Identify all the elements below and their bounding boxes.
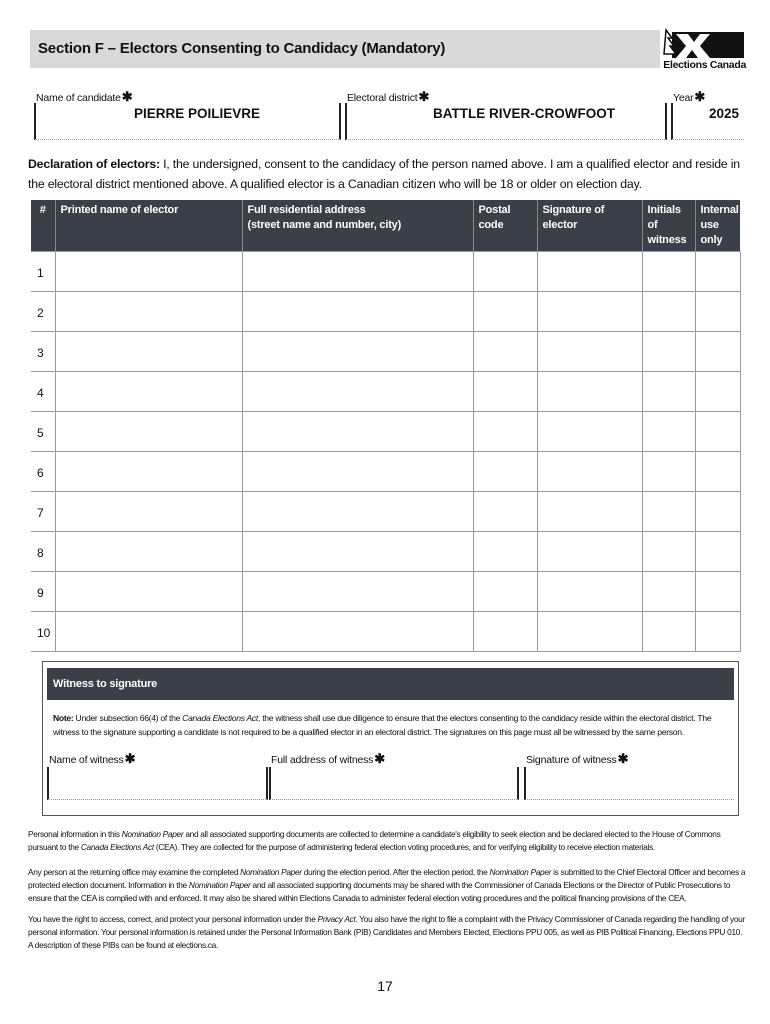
address-cell[interactable] bbox=[242, 372, 473, 412]
privacy-paragraph-3: You have the right to access, correct, and protect your personal information under the Privacy Act. You also have the right to file a complaint with the Privacy Commissioner of Canada regarding the handling of your personal information. Your personal information is retained under the Personal Information Bank (PIB) Candidates and Members Elected, Elections PPU 005, as well as PIB Political Financing, Elections PPU 010. A description of these PIBs can be found at elections.ca. bbox=[28, 914, 745, 950]
required-icon: ✱ bbox=[694, 89, 706, 104]
initials-cell[interactable] bbox=[642, 492, 695, 532]
internal-use-cell bbox=[695, 492, 740, 532]
internal-use-cell bbox=[695, 572, 740, 612]
initials-cell[interactable] bbox=[642, 292, 695, 332]
required-icon: ✱ bbox=[124, 751, 136, 766]
witness-address-field bbox=[269, 751, 519, 809]
address-cell[interactable] bbox=[242, 572, 473, 612]
witness-address-input[interactable] bbox=[269, 767, 519, 800]
witness-note: Note: Under subsection 66(4) of the Canada Elections Act, the witness shall use due diligence to ensure that the electors consenting to the candidacy reside within the electoral district. The witness to the signature supporting a candidate is not required to be a qualified elector in an electoral district. The signatures on this page must all be witnessed by the same person. bbox=[53, 713, 712, 737]
internal-use-cell bbox=[695, 292, 740, 332]
postal-code-cell[interactable] bbox=[473, 612, 537, 652]
initials-cell[interactable] bbox=[642, 572, 695, 612]
printed-name-cell[interactable] bbox=[55, 492, 242, 532]
initials-cell[interactable] bbox=[642, 372, 695, 412]
signature-cell[interactable] bbox=[537, 532, 642, 572]
table-row bbox=[31, 572, 740, 612]
privacy-paragraph-1: Personal information in this Nomination Paper and all associated supporting documents are collected to determine a candidate's eligibility to seek election and be declared elected to the House of Commons pursuant to the Canada Elections Act (CEA). They are collected for the purpose of administering federal election voting procedures, and for verifying eligibility to receive election materials. bbox=[28, 829, 721, 852]
year-label: Year✱ bbox=[673, 89, 706, 104]
signature-cell[interactable] bbox=[537, 372, 642, 412]
witness-signature-input[interactable] bbox=[524, 767, 734, 800]
signature-cell[interactable] bbox=[537, 412, 642, 452]
postal-code-cell[interactable] bbox=[473, 412, 537, 452]
postal-code-cell[interactable] bbox=[473, 372, 537, 412]
printed-name-cell[interactable] bbox=[55, 532, 242, 572]
internal-use-cell bbox=[695, 372, 740, 412]
table-row bbox=[31, 252, 740, 292]
year-field bbox=[667, 86, 748, 144]
row-number: 3 bbox=[31, 332, 55, 372]
declaration-body: I, the undersigned, consent to the candidacy of the person named above. I am a qualified elector and reside in the electoral district mentioned above. A qualified elector is a Canadian citizen who will be 18 or older on election day. bbox=[28, 157, 740, 191]
postal-code-cell[interactable] bbox=[473, 292, 537, 332]
address-cell[interactable] bbox=[242, 292, 473, 332]
table-row bbox=[31, 372, 740, 412]
page-number: 17 bbox=[377, 978, 393, 994]
declaration-text bbox=[28, 154, 748, 194]
postal-code-cell[interactable] bbox=[473, 452, 537, 492]
internal-use-cell bbox=[695, 452, 740, 492]
declaration-lead: Declaration of electors: bbox=[28, 157, 160, 171]
address-cell[interactable] bbox=[242, 252, 473, 292]
signature-cell[interactable] bbox=[537, 452, 642, 492]
printed-name-cell[interactable] bbox=[55, 572, 242, 612]
privacy-paragraph-2: Any person at the returning office may examine the completed Nomination Paper during the election period. After the election period, the Nomination Paper is submitted to the Chief Electoral Officer and becomes a protected election document. Information in the Nomination Paper and all associated supporting documents may be shared with the Commissioner of Canada Elections or the Director of Public Prosecutions to ensure that the CEA is complied with and enforced. It may also be shared within Elections Canada to administer federal election voting procedures and the political financing provisions of the CEA. bbox=[28, 867, 746, 903]
signature-cell[interactable] bbox=[537, 492, 642, 532]
postal-code-cell[interactable] bbox=[473, 332, 537, 372]
candidate-name-value: PIERRE POILIEVRE bbox=[134, 106, 261, 121]
postal-code-cell[interactable] bbox=[473, 252, 537, 292]
printed-name-cell[interactable] bbox=[55, 292, 242, 332]
row-number: 10 bbox=[31, 612, 55, 652]
witness-address-label: Full address of witness✱ bbox=[271, 751, 385, 766]
signature-cell[interactable] bbox=[537, 252, 642, 292]
row-number: 4 bbox=[31, 372, 55, 412]
printed-name-cell[interactable] bbox=[55, 612, 242, 652]
address-cell[interactable] bbox=[242, 612, 473, 652]
candidate-name-field bbox=[30, 86, 345, 144]
table-row bbox=[31, 332, 740, 372]
witness-title: Witness to signature bbox=[47, 668, 734, 700]
printed-name-cell[interactable] bbox=[55, 332, 242, 372]
signature-cell[interactable] bbox=[537, 292, 642, 332]
row-number: 6 bbox=[31, 452, 55, 492]
witness-signature-field bbox=[524, 751, 734, 809]
postal-code-cell[interactable] bbox=[473, 572, 537, 612]
col-header-number: # bbox=[31, 200, 55, 252]
signature-cell[interactable] bbox=[537, 332, 642, 372]
initials-cell[interactable] bbox=[642, 412, 695, 452]
internal-use-cell bbox=[695, 532, 740, 572]
required-icon: ✱ bbox=[617, 751, 629, 766]
witness-section bbox=[42, 661, 739, 816]
printed-name-cell[interactable] bbox=[55, 372, 242, 412]
initials-cell[interactable] bbox=[642, 252, 695, 292]
table-row bbox=[31, 532, 740, 572]
required-icon: ✱ bbox=[121, 89, 133, 104]
address-cell[interactable] bbox=[242, 452, 473, 492]
table-row bbox=[31, 412, 740, 452]
address-cell[interactable] bbox=[242, 332, 473, 372]
printed-name-cell[interactable] bbox=[55, 452, 242, 492]
initials-cell[interactable] bbox=[642, 452, 695, 492]
col-header-postal-code: Postal code bbox=[473, 200, 537, 252]
witness-name-input[interactable] bbox=[47, 767, 268, 800]
table-row bbox=[31, 452, 740, 492]
col-header-internal-use: Internal use only bbox=[695, 200, 740, 252]
internal-use-cell bbox=[695, 412, 740, 452]
row-number: 9 bbox=[31, 572, 55, 612]
table-header-row bbox=[31, 200, 740, 252]
address-cell[interactable] bbox=[242, 532, 473, 572]
signature-cell[interactable] bbox=[537, 572, 642, 612]
table-row bbox=[31, 492, 740, 532]
printed-name-cell[interactable] bbox=[55, 412, 242, 452]
witness-name-label: Name of witness✱ bbox=[49, 751, 136, 766]
postal-code-cell[interactable] bbox=[473, 492, 537, 532]
required-icon: ✱ bbox=[374, 751, 385, 766]
row-number: 5 bbox=[31, 412, 55, 452]
initials-cell[interactable] bbox=[642, 532, 695, 572]
initials-cell[interactable] bbox=[642, 612, 695, 652]
initials-cell[interactable] bbox=[642, 332, 695, 372]
row-number: 8 bbox=[31, 532, 55, 572]
logo-mark-icon bbox=[662, 28, 746, 60]
row-number: 2 bbox=[31, 292, 55, 332]
logo-text: Elections Canada bbox=[663, 59, 746, 71]
witness-name-field bbox=[47, 751, 268, 809]
internal-use-cell bbox=[695, 332, 740, 372]
address-cell[interactable] bbox=[242, 412, 473, 452]
electoral-district-value: BATTLE RIVER-CROWFOOT bbox=[433, 106, 615, 121]
witness-signature-label: Signature of witness✱ bbox=[526, 751, 629, 766]
electoral-district-field bbox=[341, 86, 671, 144]
col-header-signature: Signature of elector bbox=[537, 200, 642, 252]
postal-code-cell[interactable] bbox=[473, 532, 537, 572]
col-header-initials: Initials of witness bbox=[642, 200, 695, 252]
address-cell[interactable] bbox=[242, 492, 473, 532]
table-row bbox=[31, 612, 740, 652]
row-number: 1 bbox=[31, 252, 55, 292]
required-icon: ✱ bbox=[418, 89, 430, 104]
year-value: 2025 bbox=[709, 106, 740, 121]
candidate-name-label: Name of candidate✱ bbox=[36, 89, 133, 104]
elections-canada-logo bbox=[662, 28, 746, 74]
signature-cell[interactable] bbox=[537, 612, 642, 652]
col-header-address: Full residential address (street name and number, city) bbox=[242, 200, 473, 252]
row-number: 7 bbox=[31, 492, 55, 532]
electors-table bbox=[31, 200, 741, 652]
internal-use-cell bbox=[695, 252, 740, 292]
internal-use-cell bbox=[695, 612, 740, 652]
printed-name-cell[interactable] bbox=[55, 252, 242, 292]
electoral-district-label: Electoral district✱ bbox=[347, 89, 430, 104]
col-header-printed-name: Printed name of elector bbox=[55, 200, 242, 252]
table-row bbox=[31, 292, 740, 332]
section-title: Section F – Electors Consenting to Candidacy (Mandatory) bbox=[30, 30, 660, 68]
